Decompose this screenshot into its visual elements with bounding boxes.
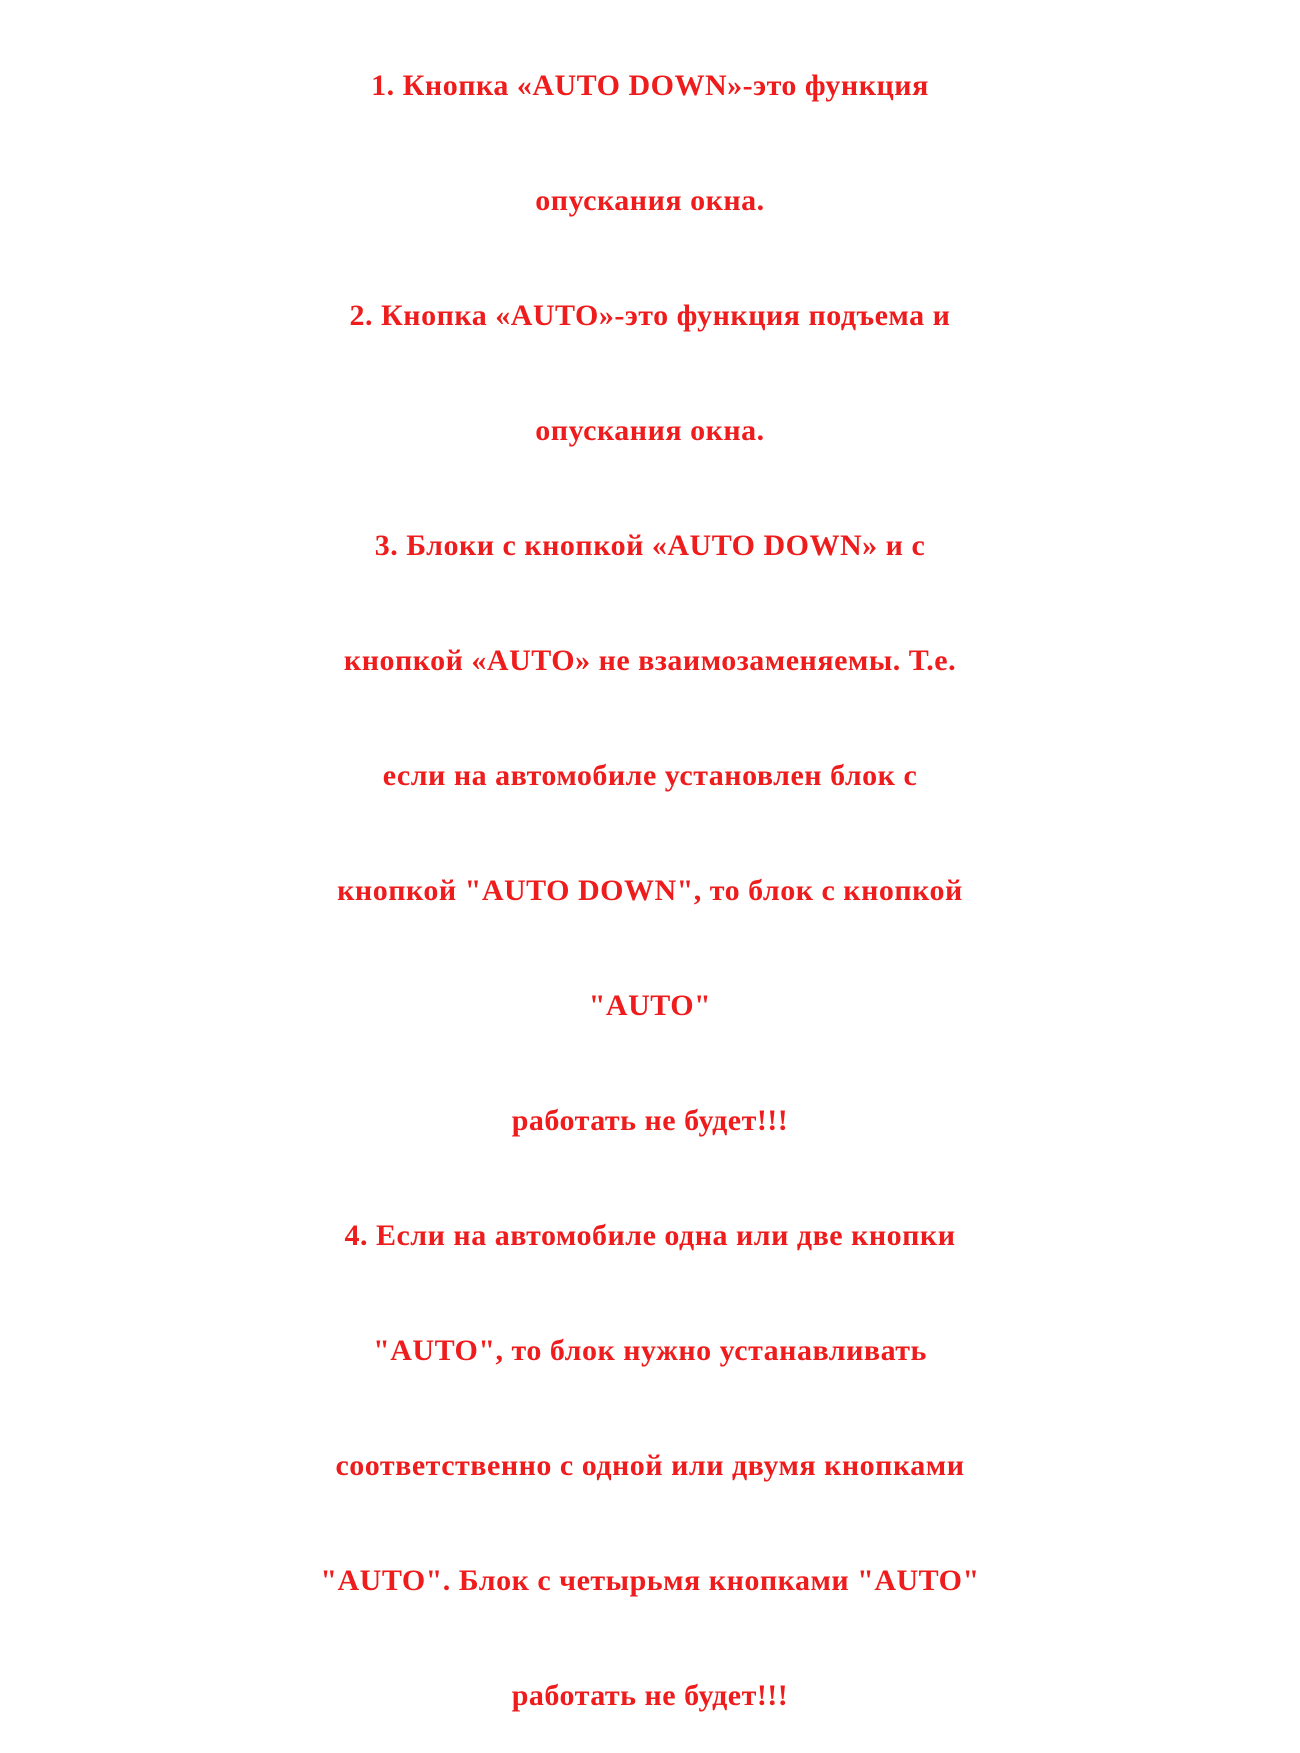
text-line: 4. Если на автомобиле одна или две кнопки [344, 1219, 956, 1252]
text-line: работать не будет!!! [511, 1104, 789, 1137]
text-line: работать не будет!!! [511, 1679, 789, 1712]
text-line: соответственно с одной или двумя кнопками [335, 1449, 965, 1482]
text-line: опускания окна. [535, 414, 765, 447]
text-line: опускания окна. [535, 184, 765, 217]
text-line: кнопкой "AUTO DOWN", то блок с кнопкой [337, 874, 963, 907]
text-line: 1. Кнопка «AUTO DOWN»-это функция [371, 69, 929, 102]
text-line: кнопкой «AUTO» не взаимозаменяемы. Т.е. [343, 644, 957, 677]
text-line: "AUTO". Блок с четырьмя кнопками "AUTO" [320, 1564, 980, 1597]
text-line: если на автомобиле установлен блок с [382, 759, 918, 792]
text-line: "AUTO" [588, 989, 712, 1022]
text-line: 2. Кнопка «AUTO»-это функция подъема и [349, 299, 951, 332]
text-line: "AUTO", то блок нужно устанавливать [373, 1334, 927, 1367]
text-line: 3. Блоки с кнопкой «AUTO DOWN» и с [374, 529, 926, 562]
